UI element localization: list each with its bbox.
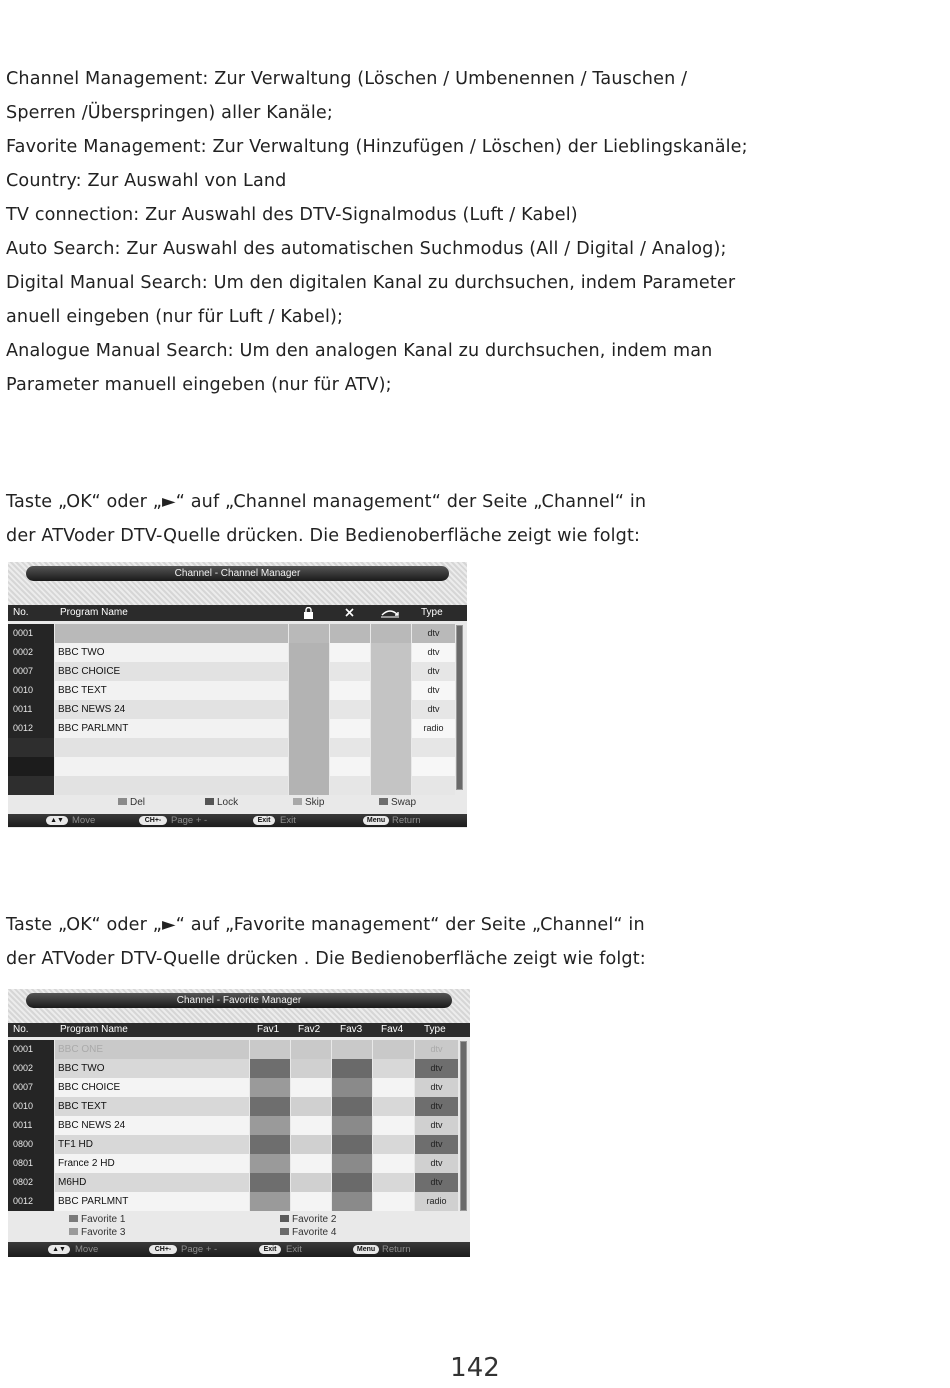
program-name <box>55 738 288 757</box>
program-name <box>55 776 288 795</box>
header-program-name: Program Name <box>60 607 128 618</box>
type-column: dtv <box>412 700 455 719</box>
lock-column <box>289 700 329 719</box>
text-line: Favorite Management: Zur Verwaltung (Hinzufügen / Löschen) der Lieblingskanäle; <box>6 137 748 157</box>
favorite-manager-screenshot <box>8 989 470 1257</box>
text-line: Parameter manuell eingeben (nur für ATV); <box>6 375 392 395</box>
channel-number <box>8 776 54 795</box>
lock-column <box>289 776 329 795</box>
channel-number <box>8 738 54 757</box>
move-key: ▲▼ <box>48 1245 70 1254</box>
intro-paragraph <box>6 62 748 402</box>
fav2-column <box>291 1040 331 1059</box>
favorite-row[interactable] <box>8 1173 458 1192</box>
lock-column <box>289 624 329 643</box>
help-bar <box>8 1242 470 1257</box>
favorite-manager-instruction <box>6 908 646 976</box>
fav2-column <box>291 1154 331 1173</box>
header-type: Type <box>421 607 443 618</box>
channel-manager-screenshot <box>8 562 467 828</box>
legend-favorite-3 <box>69 1227 125 1238</box>
header-type: Type <box>424 1024 446 1035</box>
move-key: ▲▼ <box>46 816 68 825</box>
program-name: BBC NEWS 24 <box>55 1116 249 1135</box>
fav4-column <box>373 1040 414 1059</box>
legend-label: Skip <box>305 797 325 808</box>
type-column: dtv <box>412 643 455 662</box>
program-name <box>55 624 288 643</box>
delete-column <box>330 624 370 643</box>
text-line: Sperren /Überspringen) aller Kanäle; <box>6 103 333 123</box>
text-line: Taste „OK“ oder „►“ auf „Channel management“ der Seite „Channel“ in <box>6 492 647 512</box>
delete-column <box>330 662 370 681</box>
program-name: BBC NEWS 24 <box>55 700 288 719</box>
legend-label: Del <box>130 797 146 808</box>
scrollbar-thumb[interactable] <box>457 626 462 789</box>
fav3-column <box>332 1192 372 1211</box>
exit-key: Exit <box>259 1245 281 1254</box>
legend-swatch <box>379 798 388 805</box>
channel-number: 0001 <box>8 1040 54 1059</box>
lock-column <box>289 662 329 681</box>
text-line: der ATVoder DTV-Quelle drücken. Die Bedienoberfläche zeigt wie folgt: <box>6 526 641 546</box>
type-column <box>412 757 455 776</box>
channel-number: 0010 <box>8 1097 54 1116</box>
channel-number: 0800 <box>8 1135 54 1154</box>
channel-number: 0010 <box>8 681 54 700</box>
program-name: M6HD <box>55 1173 249 1192</box>
channel-number: 0002 <box>8 1059 54 1078</box>
legend-del <box>118 797 145 808</box>
text-line: Taste „OK“ oder „►“ auf „Favorite management“ der Seite „Channel“ in <box>6 915 645 935</box>
text-line: TV connection: Zur Auswahl des DTV-Signalmodus (Luft / Kabel) <box>6 205 578 225</box>
type-column: dtv <box>415 1097 458 1116</box>
channel-row[interactable] <box>8 681 455 700</box>
fav4-column <box>373 1059 414 1078</box>
text-line: Auto Search: Zur Auswahl des automatischen Suchmodus (All / Digital / Analog); <box>6 239 727 259</box>
favorite-row[interactable] <box>8 1097 458 1116</box>
fav1-column <box>250 1059 290 1078</box>
channel-manager-instruction <box>6 485 646 553</box>
type-column: dtv <box>415 1078 458 1097</box>
favorite-row[interactable] <box>8 1192 458 1211</box>
type-column: dtv <box>415 1116 458 1135</box>
program-name: BBC ONE <box>55 1040 249 1059</box>
type-column: dtv <box>412 662 455 681</box>
channel-row[interactable] <box>8 738 455 757</box>
return-label: Return <box>382 1244 411 1255</box>
fav2-column <box>291 1192 331 1211</box>
program-name: France 2 HD <box>55 1154 249 1173</box>
type-column: dtv <box>415 1059 458 1078</box>
favorite-row[interactable] <box>8 1154 458 1173</box>
screen-title: Channel - Channel Manager <box>26 566 449 581</box>
channel-row[interactable] <box>8 624 455 643</box>
swap-column <box>371 776 411 795</box>
text-line: der ATVoder DTV-Quelle drücken . Die Bedienoberfläche zeigt wie folgt: <box>6 949 646 969</box>
swap-column <box>371 624 411 643</box>
fav3-column <box>332 1173 372 1192</box>
exit-key: Exit <box>253 816 275 825</box>
type-column: radio <box>415 1192 458 1211</box>
lock-column <box>289 738 329 757</box>
favorite-row[interactable] <box>8 1078 458 1097</box>
channel-row[interactable] <box>8 776 455 795</box>
screen-title: Channel - Favorite Manager <box>26 993 452 1008</box>
favorite-row[interactable] <box>8 1059 458 1078</box>
channel-row[interactable] <box>8 700 455 719</box>
text-line: anuell eingeben (nur für Luft / Kabel); <box>6 307 344 327</box>
fav3-column <box>332 1078 372 1097</box>
fav1-column <box>250 1135 290 1154</box>
fav3-column <box>332 1097 372 1116</box>
legend-label: Favorite 3 <box>81 1227 126 1238</box>
program-name: BBC PARLMNT <box>55 1192 249 1211</box>
favorite-row[interactable] <box>8 1116 458 1135</box>
lock-column <box>289 719 329 738</box>
program-name: TF1 HD <box>55 1135 249 1154</box>
legend-label: Lock <box>217 797 239 808</box>
delete-column <box>330 681 370 700</box>
swap-column <box>371 662 411 681</box>
legend-favorite-1 <box>69 1214 125 1225</box>
swap-column <box>371 681 411 700</box>
scrollbar[interactable] <box>460 1041 467 1211</box>
swap-column <box>371 757 411 776</box>
swap-icon <box>380 607 400 624</box>
delete-column <box>330 700 370 719</box>
lock-column <box>289 757 329 776</box>
swap-column <box>371 719 411 738</box>
fav4-column <box>373 1154 414 1173</box>
table-header <box>8 1023 470 1037</box>
header-fav3: Fav3 <box>340 1024 363 1035</box>
fav1-column <box>250 1173 290 1192</box>
text-line: Analogue Manual Search: Um den analogen Kanal zu durchsuchen, indem man <box>6 341 713 361</box>
channel-number: 0002 <box>8 643 54 662</box>
swap-column <box>371 738 411 757</box>
return-label: Return <box>392 815 421 826</box>
channel-number: 0801 <box>8 1154 54 1173</box>
page-label: Page + - <box>171 815 208 826</box>
legend-swap <box>379 797 416 808</box>
program-name: BBC CHOICE <box>55 662 288 681</box>
type-column: radio <box>412 719 455 738</box>
table-header <box>8 605 467 621</box>
lock-column <box>289 643 329 662</box>
fav1-column <box>250 1097 290 1116</box>
fav2-column <box>291 1059 331 1078</box>
fav2-column <box>291 1173 331 1192</box>
channel-number: 0011 <box>8 700 54 719</box>
fav4-column <box>373 1135 414 1154</box>
channel-row[interactable] <box>8 757 455 776</box>
fav1-column <box>250 1116 290 1135</box>
program-name: BBC TWO <box>55 1059 249 1078</box>
legend-skip <box>293 797 324 808</box>
legend-swatch <box>280 1228 289 1235</box>
fav3-column <box>332 1040 372 1059</box>
fav4-column <box>373 1192 414 1211</box>
lock-icon <box>303 607 314 625</box>
text-line: Channel Management: Zur Verwaltung (Löschen / Umbenennen / Tauschen / <box>6 69 688 89</box>
channel-number: 0007 <box>8 1078 54 1097</box>
fav3-column <box>332 1154 372 1173</box>
lock-column <box>289 681 329 700</box>
fav2-column <box>291 1116 331 1135</box>
type-column <box>412 776 455 795</box>
swap-column <box>371 700 411 719</box>
text-line: Digital Manual Search: Um den digitalen Kanal zu durchsuchen, indem Parameter <box>6 273 736 293</box>
header-fav1: Fav1 <box>257 1024 280 1035</box>
channel-number: 0007 <box>8 662 54 681</box>
delete-column <box>330 643 370 662</box>
legend-swatch <box>293 798 302 805</box>
fav1-column <box>250 1078 290 1097</box>
channel-row[interactable] <box>8 719 455 738</box>
program-name: BBC PARLMNT <box>55 719 288 738</box>
type-column: dtv <box>412 624 455 643</box>
move-label: Move <box>75 1244 99 1255</box>
move-label: Move <box>72 815 96 826</box>
type-column: dtv <box>415 1173 458 1192</box>
type-column: dtv <box>415 1040 458 1059</box>
header-fav4: Fav4 <box>381 1024 404 1035</box>
page-number: 142 <box>450 1353 500 1383</box>
legend-label: Favorite 2 <box>292 1214 337 1225</box>
exit-label: Exit <box>280 815 296 826</box>
text-line: Country: Zur Auswahl von Land <box>6 171 287 191</box>
scrollbar-thumb[interactable] <box>461 1042 466 1210</box>
header-no: No. <box>13 1024 29 1035</box>
delete-column <box>330 776 370 795</box>
favorite-row[interactable] <box>8 1040 458 1059</box>
legend-favorite-4 <box>280 1227 336 1238</box>
page-key: CH+- <box>139 816 167 825</box>
legend-swatch <box>69 1228 78 1235</box>
channel-number: 0011 <box>8 1116 54 1135</box>
fav2-column <box>291 1097 331 1116</box>
channel-number: 0012 <box>8 719 54 738</box>
header-fav2: Fav2 <box>298 1024 321 1035</box>
page-label: Page + - <box>181 1244 218 1255</box>
legend-swatch <box>280 1215 289 1222</box>
fav2-column <box>291 1135 331 1154</box>
program-name: BBC TEXT <box>55 1097 249 1116</box>
fav4-column <box>373 1116 414 1135</box>
scrollbar[interactable] <box>456 625 463 790</box>
channel-number: 0802 <box>8 1173 54 1192</box>
legend-swatch <box>118 798 127 805</box>
fav3-column <box>332 1059 372 1078</box>
exit-label: Exit <box>286 1244 302 1255</box>
type-column: dtv <box>415 1135 458 1154</box>
legend-label: Favorite 1 <box>81 1214 126 1225</box>
fav3-column <box>332 1116 372 1135</box>
program-name: BBC CHOICE <box>55 1078 249 1097</box>
legend-label: Favorite 4 <box>292 1227 337 1238</box>
channel-number: 0012 <box>8 1192 54 1211</box>
type-column: dtv <box>412 681 455 700</box>
type-column <box>412 738 455 757</box>
fav1-column <box>250 1192 290 1211</box>
delete-column <box>330 738 370 757</box>
program-name: BBC TWO <box>55 643 288 662</box>
channel-row[interactable] <box>8 643 455 662</box>
legend-lock <box>205 797 238 808</box>
program-name <box>55 757 288 776</box>
fav3-column <box>332 1135 372 1154</box>
legend-favorite-2 <box>280 1214 336 1225</box>
fav2-column <box>291 1078 331 1097</box>
delete-icon <box>344 607 355 624</box>
fav4-column <box>373 1078 414 1097</box>
fav1-column <box>250 1154 290 1173</box>
help-bar <box>8 814 467 827</box>
header-no: No. <box>13 607 29 618</box>
menu-key: Menu <box>353 1245 379 1254</box>
fav4-column <box>373 1173 414 1192</box>
channel-number: 0001 <box>8 624 54 643</box>
delete-column <box>330 757 370 776</box>
page-key: CH+- <box>149 1245 177 1254</box>
delete-column <box>330 719 370 738</box>
channel-number <box>8 757 54 776</box>
swap-column <box>371 643 411 662</box>
menu-key: Menu <box>363 816 389 825</box>
fav4-column <box>373 1097 414 1116</box>
header-program-name: Program Name <box>60 1024 128 1035</box>
type-column: dtv <box>415 1154 458 1173</box>
fav1-column <box>250 1040 290 1059</box>
legend-label: Swap <box>391 797 417 808</box>
legend-swatch <box>69 1215 78 1222</box>
favorite-row[interactable] <box>8 1135 458 1154</box>
program-name: BBC TEXT <box>55 681 288 700</box>
channel-row[interactable] <box>8 662 455 681</box>
legend-swatch <box>205 798 214 805</box>
